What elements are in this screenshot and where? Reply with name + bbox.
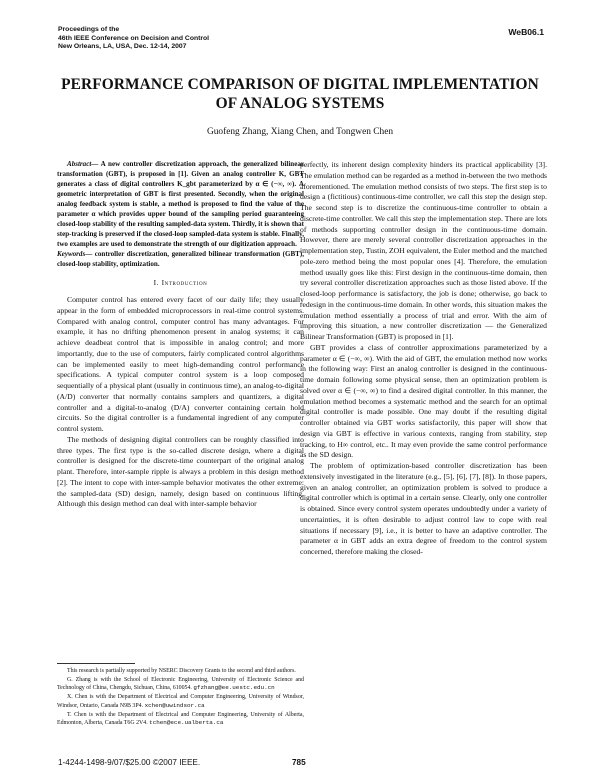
section-title: Introduction	[161, 278, 208, 288]
abstract	[57, 160, 304, 250]
paragraph: The problem of optimization-based controller discretization has been extensively investigated in the literature (e.g., [5], [6], [7], [8]). In those papers, given an analog controller, an optimization problem is solved to produce a digital controller which is optimal in a certain sense. Clearly, only one controller is obtained. Since every control system operates undoubtedly under a variety of uncertainties, it is often desirable to adjust control law to cope with real situations if necessary [9], i.e., it is better to have an adaptive controller. The parameter α in GBT adds an extra degree of freedom to the control system concerned, therefore making the closed-	[300, 461, 547, 556]
paragraph: GBT provides a class of controller approximations parameterized by a parameter α ∈ (−∞, ∞). With the aid of GBT, the emulation method now works in the following way: First an analog controller is designed in the continuous-time domain following some physical sense, then an optimization problem is solved over α ∈ (−∞, ∞) to find a desired digital controller. In this manner, the emulation method becomes a systematic method and the search for an optimal digital controller is made possible. One may doubt if the resulting digital controller obtained via GBT works satisfactorily, this paper will show that design via GBT is effective in various contexts, ranging from stability, step tracking, to H∞ control, etc.. It may even provide the same control performance as the SD design.	[300, 342, 547, 460]
keywords-label: Keywords—	[57, 249, 93, 258]
footnote-chen-t-text: T. Chen is with the Department of Electrical and Computer Engineering, University of Alberta, Edmonton, Alberta, Canada T6G 2V4.	[57, 711, 304, 726]
paragraph: perfectly, its inherent design complexity hinders its practical applicability [3]. The emulation method can be regarded as a method in-between the two methods aforementioned. The emulation method consists of two steps. The first step is to design a (fictitious) continuous-time controller, we call this step the design step. The second step is to discretize the continuous-time controller to obtain a discrete-time controller. We call this step the implementation step. There are lots of methods supporting controller design in the continuous-time domain. However, there are merely several controller discretization approaches in the implementation step, Tustin, ZOH equivalent, the Euler method and the matched pole-zero method being the most popular ones [4]. Therefore, the emulation method usually goes like this: First design in the continuous-time domain, then try several controller discretization approaches such as those listed above. If the closed-loop performance is satisfactory, the job is done; otherwise, go back to redesign in the continuous-time domain. In other words, this situation makes the emulation method essentially a process of trial and error. With the aim of improving this situation, a new controller discretization — the Generalized Bilinear Transformation (GBT) is proposed in [1].	[300, 160, 547, 341]
footnote-chen-t	[57, 712, 304, 728]
section-heading	[57, 278, 304, 289]
paper-title	[40, 75, 560, 113]
footnote-chen-x	[57, 694, 304, 710]
keywords	[57, 250, 304, 270]
footnote-zhang-text: G. Zhang is with the School of Electronic Engineering, University of Electronic Science and Technology of China, Chengdu, Sichuan, China, 610054.	[57, 676, 304, 692]
session-code: WeB06.1	[508, 27, 544, 37]
keywords-text: controller discretization, generalized bilinear transformation (GBT), closed-loop stability, optimization.	[57, 249, 304, 268]
header-line-1: Proceedings of the	[58, 26, 120, 33]
abstract-text: A new controller discretization approach, the generalized bilinear transformation (GBT), is proposed in [1]. Given an analog controller K, GBT generates a class of digital controllers K_gbt parameterized by α ∈ (−∞, ∞). A geometric interpretation of GBT is first presented. Secondly, when the original analog feedback system is stable, a method is proposed to find the value of the parameter α which provides upper bound of the sampling period guaranteeing closed-loop stability of the resulting sampled-data system. Thirdly, it is shown that step-tracking is preserved if the closed-loop sampled-data system is stable. Finally, two examples are used to demonstrate the strength of our digitization approach.	[57, 160, 304, 248]
email-chen-x: xchen@uwindsor.ca	[144, 701, 205, 709]
paragraph: Computer control has entered every facet of our daily life; they usually appear in the form of embedded microprocessors in real-time control systems. Compared with analog control, computer control has many advantages. For example, it has no drifting phenomenon present in analog systems; it can achieve deadbeat control that is impossible in analog control; and more importantly, due to the use of computers, fairly complicated control algorithms can be implemented easily to meet high-demanding control performance specifications. A typical computer control system is a loop composed sequentially of a physical plant (usually in continuous time), an analog-to-digital (A/D) converter that normally contains samplers and quantizers, a digital controller and a digital-to-analog (D/A) converter containing certain hold circuits. So the digital controller is a fundamental ingredient of any computer control system.	[57, 295, 304, 434]
author-list: Guofeng Zhang, Xiang Chen, and Tongwen Chen	[206, 127, 394, 137]
email-chen-t: tchen@ece.ualberta.ca	[149, 718, 224, 726]
footnote-rule	[57, 663, 135, 664]
left-column	[57, 160, 304, 510]
header-line-3: New Orleans, LA, USA, Dec. 12-14, 2007	[58, 43, 187, 51]
right-column	[300, 160, 547, 558]
footnote-support: This research is partially supported by NSERC Discovery Grants to the second and third authors.	[67, 668, 296, 674]
abstract-label: Abstract—	[67, 160, 99, 168]
proceedings-header	[58, 26, 209, 52]
footnote-zhang	[57, 677, 304, 693]
email-zhang: gfzhang@ee.uestc.edu.cn	[193, 684, 275, 692]
page-number: 785	[292, 758, 306, 767]
footnotes	[57, 668, 304, 729]
isbn-copyright: 1-4244-1498-9/07/$25.00 ©2007 IEEE.	[58, 758, 201, 767]
title-line-1: PERFORMANCE COMPARISON OF DIGITAL IMPLEMENTATION	[61, 76, 539, 93]
title-line-2: OF ANALOG SYSTEMS	[215, 95, 385, 112]
footnote-chen-x-text: X. Chen is with the Department of Electrical and Computer Engineering, University of Windsor, Windsor, Ontario, Canada N9B 3P4.	[57, 694, 304, 709]
header-line-2: 46th IEEE Conference on Decision and Control	[58, 34, 210, 42]
paragraph: The methods of designing digital controllers can be roughly classified into three types. The first type is the so-called discrete design, where a digital controller is designed for the discrete-time counterpart of the original analog plant. Therefore, inter-sample ripple is always a problem in this design method [2]. The intent to cope with inter-sample behavior motivates the other extreme: the sampled-data (SD) design, namely, design based on continuous lifting. Although this design method can deal with inter-sample behavior	[57, 434, 304, 509]
section-number: I.	[153, 278, 160, 288]
